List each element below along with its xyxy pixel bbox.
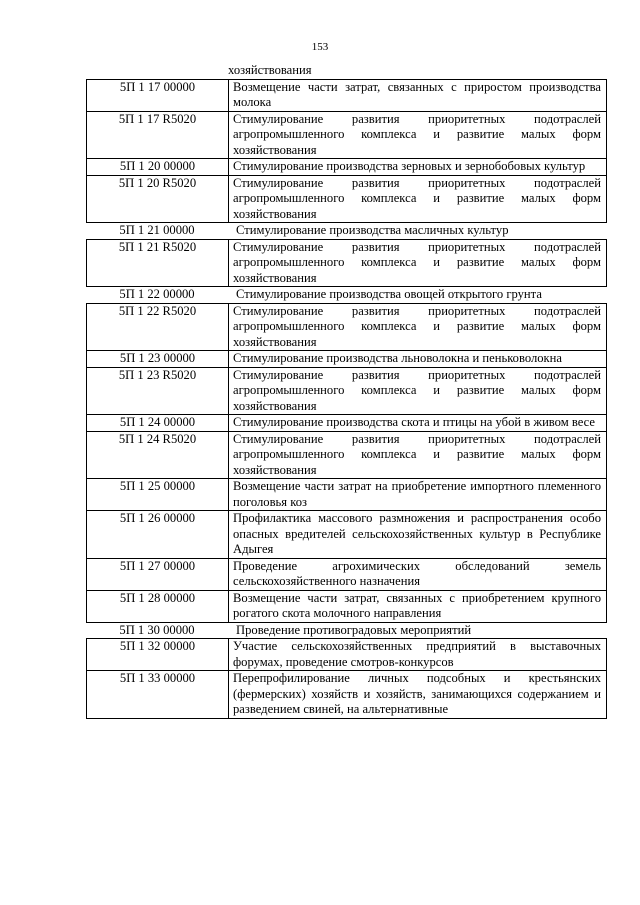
table-row [86, 159, 607, 176]
budget-classification-table [86, 63, 607, 719]
item-description: Проведение агрохимических обследований земель сельскохозяйственного назначения [233, 558, 601, 588]
classification-code: 5П 1 22 00000 [119, 287, 195, 301]
table-row [86, 239, 607, 288]
classification-code: 5П 1 27 00000 [87, 559, 229, 590]
table-row [86, 287, 607, 303]
classification-code: 5П 1 32 00000 [87, 639, 229, 670]
classification-code: 5П 1 24 00000 [87, 415, 229, 431]
continuation-text: хозяйствования [228, 63, 312, 77]
table-row [86, 591, 607, 623]
item-description: Стимулирование производства масличных культур [236, 223, 509, 237]
item-description: Стимулирование производства овощей открытого грунта [236, 287, 542, 301]
item-description: Возмещение части затрат на приобретение импортного племенного поголовья коз [233, 479, 601, 509]
item-description: Стимулирование развития приоритетных подотраслей агропромышленного комплекса и развитие малых форм хозяйствования [233, 367, 601, 413]
classification-code: 5П 1 21 R5020 [87, 240, 229, 287]
table-row [86, 112, 607, 160]
classification-code: 5П 1 23 00000 [87, 351, 229, 367]
item-description: Профилактика массового размножения и распространения особо опасных вредителей сельскохозяйственных культур в Республике Адыгея [233, 511, 601, 556]
item-description: Стимулирование развития приоритетных подотраслей агропромышленного комплекса и развитие малых форм хозяйствования [233, 239, 601, 285]
classification-code: 5П 1 20 R5020 [87, 176, 229, 223]
item-description: Возмещение части затрат, связанных с приобретением крупного рогатого скота молочного направления [233, 590, 601, 620]
page-number: 153 [311, 41, 329, 53]
table-row [86, 559, 607, 591]
item-description: Стимулирование развития приоритетных подотраслей агропромышленного комплекса и развитие малых форм хозяйствования [233, 175, 601, 221]
classification-code: 5П 1 30 00000 [119, 622, 195, 637]
classification-code: 5П 1 20 00000 [87, 159, 229, 175]
classification-code: 5П 1 26 00000 [87, 511, 229, 558]
item-description: Стимулирование производства зерновых и зернобобовых культур [233, 159, 586, 173]
table-row [86, 368, 607, 416]
classification-code: 5П 1 21 00000 [119, 223, 195, 237]
classification-code: 5П 1 28 00000 [87, 591, 229, 622]
classification-code: 5П 1 33 00000 [87, 671, 229, 718]
table-row [86, 432, 607, 480]
item-description: Стимулирование развития приоритетных подотраслей агропромышленного комплекса и развитие малых форм хозяйствования [233, 431, 601, 477]
item-description: Стимулирование развития приоритетных подотраслей агропромышленного комплекса и развитие малых форм хозяйствования [233, 303, 601, 349]
table-row [86, 511, 607, 559]
classification-code: 5П 1 24 R5020 [87, 432, 229, 479]
classification-code: 5П 1 17 R5020 [87, 112, 229, 159]
item-description: Стимулирование производства льноволокна и пеньковолокна [233, 351, 562, 365]
classification-code: 5П 1 17 00000 [87, 80, 229, 111]
continuation-row [86, 63, 607, 79]
item-description: Перепрофилирование личных подсобных и крестьянских (фермерских) хозяйств и хозяйств, занимающихся содержанием и разведением свиней, на альтернативные [233, 671, 601, 716]
table-row [86, 351, 607, 368]
item-description: Стимулирование производства скота и птицы на убой в живом весе [233, 415, 595, 429]
item-description: Стимулирование развития приоритетных подотраслей агропромышленного комплекса и развитие малых форм хозяйствования [233, 111, 601, 157]
table-body [86, 79, 607, 719]
table-row [86, 223, 607, 239]
table-row [86, 623, 607, 639]
classification-code: 5П 1 25 00000 [87, 479, 229, 510]
table-row [86, 479, 607, 511]
item-description: Участие сельскохозяйственных предприятий в выставочных форумах, проведение смотров-конкурсов [233, 639, 601, 669]
table-row [86, 638, 607, 671]
classification-code: 5П 1 22 R5020 [87, 304, 229, 351]
item-description: Проведение противоградовых мероприятий [236, 622, 472, 637]
table-row [86, 671, 607, 719]
table-row [86, 303, 607, 352]
item-description: Возмещение части затрат, связанных с приростом производства молока [233, 79, 601, 109]
table-row [86, 415, 607, 432]
table-row [86, 176, 607, 224]
table-row [86, 79, 607, 112]
classification-code: 5П 1 23 R5020 [87, 368, 229, 415]
